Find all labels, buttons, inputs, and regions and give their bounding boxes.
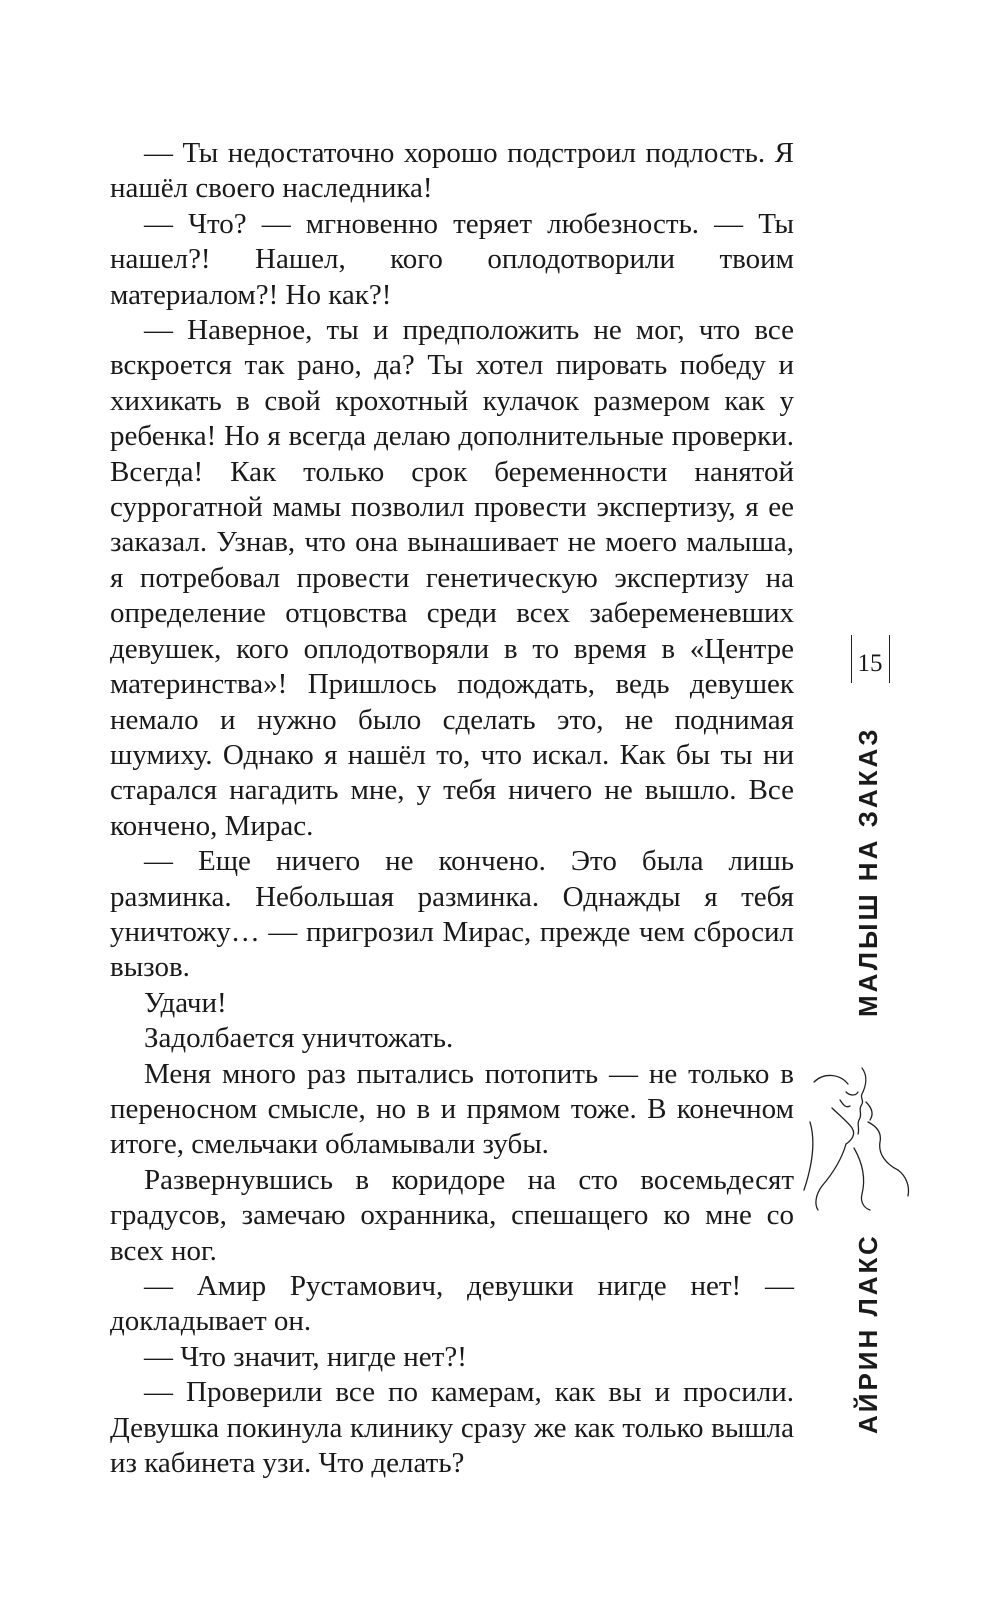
paragraph: Меня много раз пытались потопить — не только в переносном смысле, но в и прямом тоже. В конечном итоге, смельчаки обламывали зубы.: [110, 1057, 794, 1161]
page-number: 15: [857, 650, 883, 677]
paragraph: Развернувшись в коридоре на сто восемьдесят градусов, замечаю охранника, спешащего ко мне со всех ног.: [110, 1163, 794, 1267]
author-name: АЙРИН ЛАКС: [853, 1233, 883, 1434]
body-text: [110, 136, 794, 1481]
paragraph: — Наверное, ты и предположить не мог, что все вскроется так рано, да? Ты хотел пировать победу и хихикать в свой крохотный кулачок размером как у ребенка! Но я всегда делаю дополнительные проверки. Всегда! Как только срок беременности нанятой суррогатной мамы позволил провести экспертизу, я ее заказал. Узнав, что она вынашивает не моего малыша, я потребовал провести генетическую экспертизу на определение отцовства среди всех забеременевших девушек, кого оплодотворяли в то время в «Центре материнства»! Пришлось подождать, ведь девушек немало и нужно было сделать это, не поднимая шумиху. Однако я нашёл то, что искал. Как бы ты ни старался нагадить мне, у тебя ничего не вышло. Все кончено, Мирас.: [110, 314, 794, 842]
paragraph: — Ты недостаточно хорошо подстроил подлость. Я нашёл своего наследника!: [110, 137, 794, 205]
paragraph: — Проверили все по камерам, как вы и просили. Девушка покинула клинику сразу же как только вышла из кабинета узи. Что делать?: [110, 1376, 794, 1480]
paragraph: — Что? — мгновенно теряет любезность. — Ты нашел?! Нашел, кого оплодотворили твоим материалом?! Но как?!: [110, 207, 794, 311]
kissing-faces-illustration-icon: [802, 1062, 912, 1212]
paragraph: — Еще ничего не кончено. Это была лишь разминка. Небольшая разминка. Однажды я тебя уничтожу… — пригрозил Мирас, прежде чем сбросил вызов.: [110, 845, 794, 984]
book-title: МАЛЫШ НА ЗАКАЗ: [853, 726, 883, 1017]
paragraph: Удачи!: [144, 986, 227, 1019]
paragraph: — Что значит, нигде нет?!: [144, 1340, 467, 1373]
page-number-rule-right: [889, 635, 890, 683]
paragraph: — Амир Рустамович, девушки нигде нет! — докладывает он.: [110, 1270, 794, 1338]
paragraph: Задолбается уничтожать.: [144, 1022, 454, 1055]
